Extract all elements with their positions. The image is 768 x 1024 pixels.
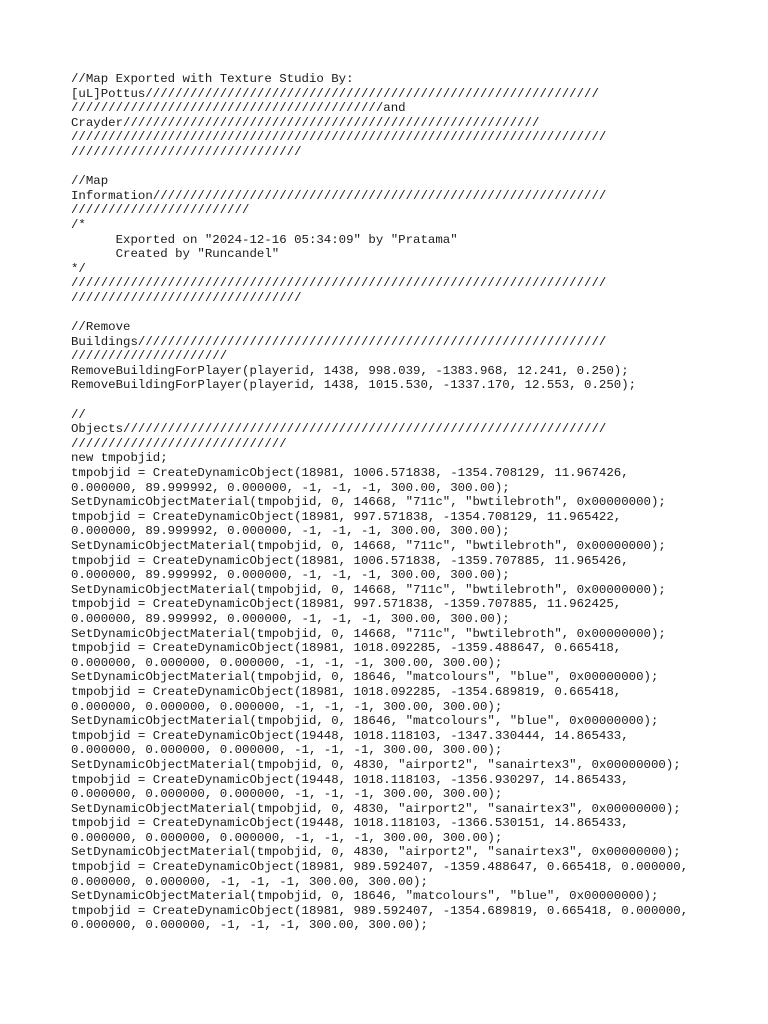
text-line: Crayder//////////////////////////////////////////////////////// <box>71 115 540 130</box>
text-line: tmpobjid = CreateDynamicObject(18981, 1006.571838, -1359.707885, 11.965426, <box>71 553 629 568</box>
text-line: tmpobjid = CreateDynamicObject(18981, 1018.092285, -1359.488647, 0.665418, <box>71 641 622 656</box>
text-line: 0.000000, 0.000000, 0.000000, -1, -1, -1, 300.00, 300.00); <box>71 787 503 802</box>
text-line: SetDynamicObjectMaterial(tmpobjid, 0, 14668, "711c", "bwtilebroth", 0x00000000); <box>71 495 666 510</box>
text-line: Buildings/////////////////////////////////////////////////////////////// <box>71 334 607 349</box>
text-line: /* <box>71 217 86 232</box>
text-line: 0.000000, 89.999992, 0.000000, -1, -1, -1, 300.00, 300.00); <box>71 480 510 495</box>
text-line: Exported on "2024-12-16 05:34:09" by "Pratama" <box>71 232 458 247</box>
text-line: new tmpobjid; <box>71 451 168 466</box>
text-line: SetDynamicObjectMaterial(tmpobjid, 0, 14668, "711c", "bwtilebroth", 0x00000000); <box>71 582 666 597</box>
text-line: /////////////////////////////// <box>71 144 302 159</box>
text-line: tmpobjid = CreateDynamicObject(19448, 1018.118103, -1366.530151, 14.865433, <box>71 816 629 831</box>
text-line: //Remove <box>71 320 131 335</box>
document-page <box>71 72 711 933</box>
blank-line <box>71 306 711 321</box>
text-line: Information///////////////////////////////////////////////////////////// <box>71 188 607 203</box>
text-line: /////////////////////////////// <box>71 290 302 305</box>
text-line: */ <box>71 261 86 276</box>
text-line: //////////////////////////////////////////////////////////////////////// <box>71 130 607 145</box>
blank-line <box>71 393 711 408</box>
text-line: // <box>71 407 86 422</box>
text-line: //Map Exported with Texture Studio By: <box>71 72 354 86</box>
text-line: tmpobjid = CreateDynamicObject(18981, 997.571838, -1354.708129, 11.965422, <box>71 509 622 524</box>
text-line: SetDynamicObjectMaterial(tmpobjid, 0, 18646, "matcolours", "blue", 0x00000000); <box>71 714 659 729</box>
text-line: 0.000000, 0.000000, 0.000000, -1, -1, -1, 300.00, 300.00); <box>71 655 503 670</box>
text-line: tmpobjid = CreateDynamicObject(18981, 989.592407, -1359.488647, 0.665418, 0.000000, <box>71 860 689 875</box>
text-line: 0.000000, 89.999992, 0.000000, -1, -1, -1, 300.00, 300.00); <box>71 611 510 626</box>
text-line: SetDynamicObjectMaterial(tmpobjid, 0, 4830, "airport2", "sanairtex3", 0x00000000); <box>71 757 681 772</box>
text-line: SetDynamicObjectMaterial(tmpobjid, 0, 4830, "airport2", "sanairtex3", 0x00000000); <box>71 845 681 860</box>
text-line: SetDynamicObjectMaterial(tmpobjid, 0, 14668, "711c", "bwtilebroth", 0x00000000); <box>71 626 666 641</box>
text-line: SetDynamicObjectMaterial(tmpobjid, 0, 14668, "711c", "bwtilebroth", 0x00000000); <box>71 539 666 553</box>
text-line: SetDynamicObjectMaterial(tmpobjid, 0, 18646, "matcolours", "blue", 0x00000000); <box>71 670 659 685</box>
text-line: SetDynamicObjectMaterial(tmpobjid, 0, 4830, "airport2", "sanairtex3", 0x00000000); <box>71 801 681 816</box>
text-line: [uL]Pottus///////////////////////////////////////////////////////////// <box>71 86 599 101</box>
text-line: tmpobjid = CreateDynamicObject(19448, 1018.118103, -1356.930297, 14.865433, <box>71 772 629 787</box>
text-line: tmpobjid = CreateDynamicObject(18981, 997.571838, -1359.707885, 11.962425, <box>71 597 622 612</box>
text-line: Created by "Runcandel" <box>71 247 280 262</box>
text-line: 0.000000, 0.000000, 0.000000, -1, -1, -1, 300.00, 300.00); <box>71 743 503 758</box>
text-line: tmpobjid = CreateDynamicObject(18981, 989.592407, -1354.689819, 0.665418, 0.000000, <box>71 903 689 918</box>
text-line: //Map <box>71 174 109 189</box>
text-line: tmpobjid = CreateDynamicObject(18981, 1018.092285, -1354.689819, 0.665418, <box>71 684 622 699</box>
text-line: RemoveBuildingForPlayer(playerid, 1438, 998.039, -1383.968, 12.241, 0.250); <box>71 363 629 378</box>
text-line: ///////////////////// <box>71 349 228 364</box>
text-line: SetDynamicObjectMaterial(tmpobjid, 0, 18646, "matcolours", "blue", 0x00000000); <box>71 889 659 904</box>
text-line: RemoveBuildingForPlayer(playerid, 1438, 1015.530, -1337.170, 12.553, 0.250); <box>71 378 637 393</box>
text-line: 0.000000, 0.000000, -1, -1, -1, 300.00, 300.00); <box>71 874 428 889</box>
text-line: 0.000000, 0.000000, 0.000000, -1, -1, -1, 300.00, 300.00); <box>71 830 503 845</box>
text-line: //////////////////////// <box>71 203 250 218</box>
blank-line <box>71 160 711 175</box>
text-line: 0.000000, 89.999992, 0.000000, -1, -1, -1, 300.00, 300.00); <box>71 524 510 539</box>
text-line: //////////////////////////////////////////and <box>71 101 406 116</box>
text-line: tmpobjid = CreateDynamicObject(19448, 1018.118103, -1347.330444, 14.865433, <box>71 728 629 743</box>
text-line: 0.000000, 89.999992, 0.000000, -1, -1, -1, 300.00, 300.00); <box>71 568 510 583</box>
text-line: //////////////////////////////////////////////////////////////////////// <box>71 276 607 291</box>
text-line: tmpobjid = CreateDynamicObject(18981, 1006.571838, -1354.708129, 11.967426, <box>71 466 629 481</box>
text-line: 0.000000, 0.000000, 0.000000, -1, -1, -1, 300.00, 300.00); <box>71 699 503 714</box>
text-line: Objects///////////////////////////////////////////////////////////////// <box>71 422 607 437</box>
text-line: 0.000000, 0.000000, -1, -1, -1, 300.00, 300.00); <box>71 918 428 933</box>
text-line: ///////////////////////////// <box>71 436 287 451</box>
